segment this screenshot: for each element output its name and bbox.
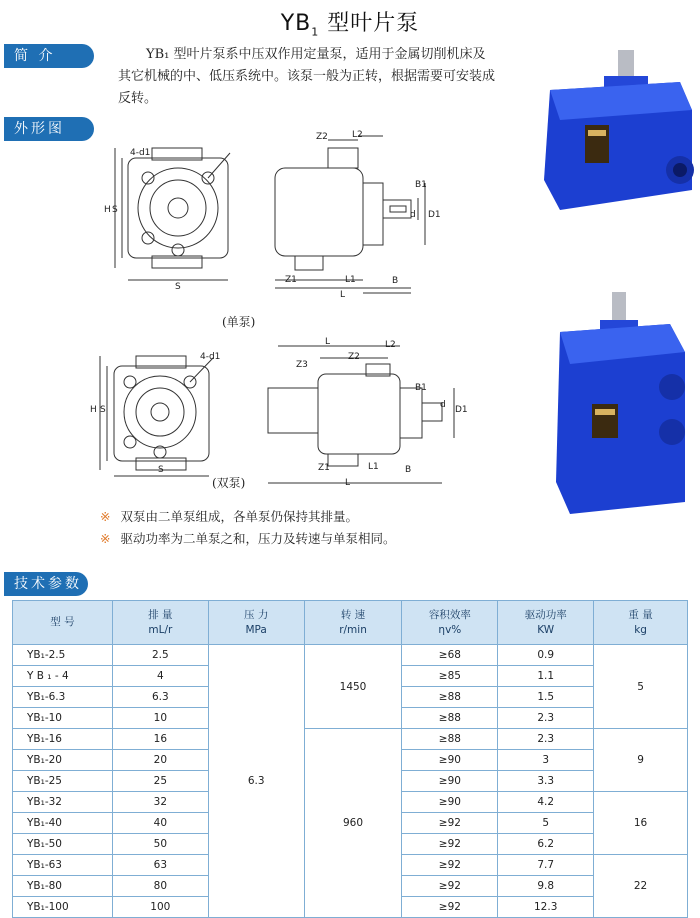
table-row: YB₁-63 63 ≥92 7.7 22 bbox=[13, 855, 688, 876]
dim-label-z1-double: Z1 bbox=[318, 463, 330, 473]
intro-text: YB₁ 型叶片泵系中压双作用定量泵，适用于金属切削机床及其它机械的中、低压系统中。该泵一般为正转，根据需要可安装成反转。 bbox=[118, 47, 496, 106]
weight-cell-1: 5 bbox=[594, 645, 688, 729]
title-sub: 1 bbox=[311, 25, 320, 39]
table-row: Y B ₁ - 4 4 ≥85 1.1 bbox=[13, 666, 688, 687]
pressure-cell: 6.3 bbox=[208, 645, 304, 918]
dim-label-l2-double: L2 bbox=[385, 340, 396, 350]
section-outline-label: 外形图 bbox=[4, 117, 94, 141]
note-1-text: 双泵由二单泵组成，各单泵仍保持其排量。 bbox=[120, 509, 358, 524]
dim-label-s-double: S bbox=[158, 465, 164, 475]
section-params-label: 技术参数 bbox=[4, 572, 88, 596]
dim-label-l1-double: L1 bbox=[368, 462, 379, 472]
caption-single: (单泵) bbox=[222, 315, 256, 329]
speed-cell-a: 1450 bbox=[304, 645, 402, 729]
dim-label-z2-double: Z2 bbox=[348, 352, 360, 362]
header-pressure: 压 力 MPa bbox=[208, 601, 304, 645]
dim-label-b1: B1 bbox=[415, 180, 427, 190]
weight-cell-2: 9 bbox=[594, 729, 688, 792]
dim-label-h: H bbox=[104, 205, 111, 215]
dim-label-b1-double: B1 bbox=[415, 383, 427, 393]
dim-label-z3: Z3 bbox=[296, 360, 308, 370]
spec-table bbox=[12, 600, 688, 918]
table-row: YB₁-6.3 6.3 ≥88 1.5 bbox=[13, 687, 688, 708]
table-row: YB₁-20 20 ≥90 3 bbox=[13, 750, 688, 771]
table-row: YB₁-40 40 ≥92 5 bbox=[13, 813, 688, 834]
header-power: 驱动功率 KW bbox=[498, 601, 594, 645]
weight-cell-4: 22 bbox=[594, 855, 688, 918]
table-row: YB₁-10 10 ≥88 2.3 bbox=[13, 708, 688, 729]
dim-label-d1: 4-d1 bbox=[130, 148, 151, 158]
header-weight: 重 量 kg bbox=[594, 601, 688, 645]
dim-label-s-vert: S bbox=[112, 205, 118, 215]
speed-cell-b: 960 bbox=[304, 729, 402, 918]
double-pump-photo bbox=[550, 292, 700, 518]
title-main: YB bbox=[280, 11, 312, 36]
dim-label-d1-double: 4-d1 bbox=[200, 352, 221, 362]
table-row: YB₁-32 32 ≥90 4.2 16 bbox=[13, 792, 688, 813]
table-row: YB₁-16 16 960 ≥88 2.3 9 bbox=[13, 729, 688, 750]
dim-label-l-double: L bbox=[345, 478, 351, 488]
page-title bbox=[0, 6, 700, 38]
single-pump-photo bbox=[530, 50, 700, 220]
header-efficiency: 容积效率 ηv% bbox=[402, 601, 498, 645]
dim-label-l1: L1 bbox=[345, 275, 356, 285]
table-row: YB₁-25 25 ≥90 3.3 bbox=[13, 771, 688, 792]
dim-label-b: B bbox=[392, 276, 399, 286]
weight-cell-3: 16 bbox=[594, 792, 688, 855]
dim-label-l: L bbox=[340, 290, 346, 300]
note-1: ※ 双泵由二单泵组成，各单泵仍保持其排量。 bbox=[100, 509, 358, 524]
dim-label-d: d bbox=[410, 210, 416, 220]
table-row: YB₁-2.5 2.5 6.3 1450 ≥68 0.9 5 bbox=[13, 645, 688, 666]
section-intro-label: 简 介 bbox=[4, 44, 94, 68]
note-2-text: 驱动功率为二单泵之和，压力及转速与单泵相同。 bbox=[120, 531, 396, 546]
table-row: YB₁-50 50 ≥92 6.2 bbox=[13, 834, 688, 855]
dim-label-dd1-double: D1 bbox=[455, 405, 468, 415]
note-2: ※ 驱动功率为二单泵之和，压力及转速与单泵相同。 bbox=[100, 531, 396, 546]
header-model: 型 号 bbox=[13, 601, 113, 645]
dim-label-l7: L bbox=[325, 337, 331, 347]
header-displacement: 排 量 mL/r bbox=[112, 601, 208, 645]
dim-label-s: S bbox=[175, 282, 181, 292]
dim-label-d-double: d bbox=[440, 400, 446, 410]
table-header-row bbox=[13, 601, 688, 645]
header-speed: 转 速 r/min bbox=[304, 601, 402, 645]
dim-label-l2: L2 bbox=[352, 130, 363, 140]
dim-label-b-double: B bbox=[405, 465, 412, 475]
dim-label-s-vert-double: S bbox=[100, 405, 106, 415]
dim-label-z1: Z1 bbox=[285, 275, 297, 285]
table-row: YB₁-100 100 ≥92 12.3 bbox=[13, 897, 688, 918]
dim-label-z2: Z2 bbox=[316, 132, 328, 142]
table-row: YB₁-80 80 ≥92 9.8 bbox=[13, 876, 688, 897]
dim-label-dd1: D1 bbox=[428, 210, 441, 220]
title-rest: 型叶片泵 bbox=[327, 11, 420, 36]
dim-label-h-double: H bbox=[90, 405, 97, 415]
caption-double: (双泵) bbox=[212, 476, 246, 490]
